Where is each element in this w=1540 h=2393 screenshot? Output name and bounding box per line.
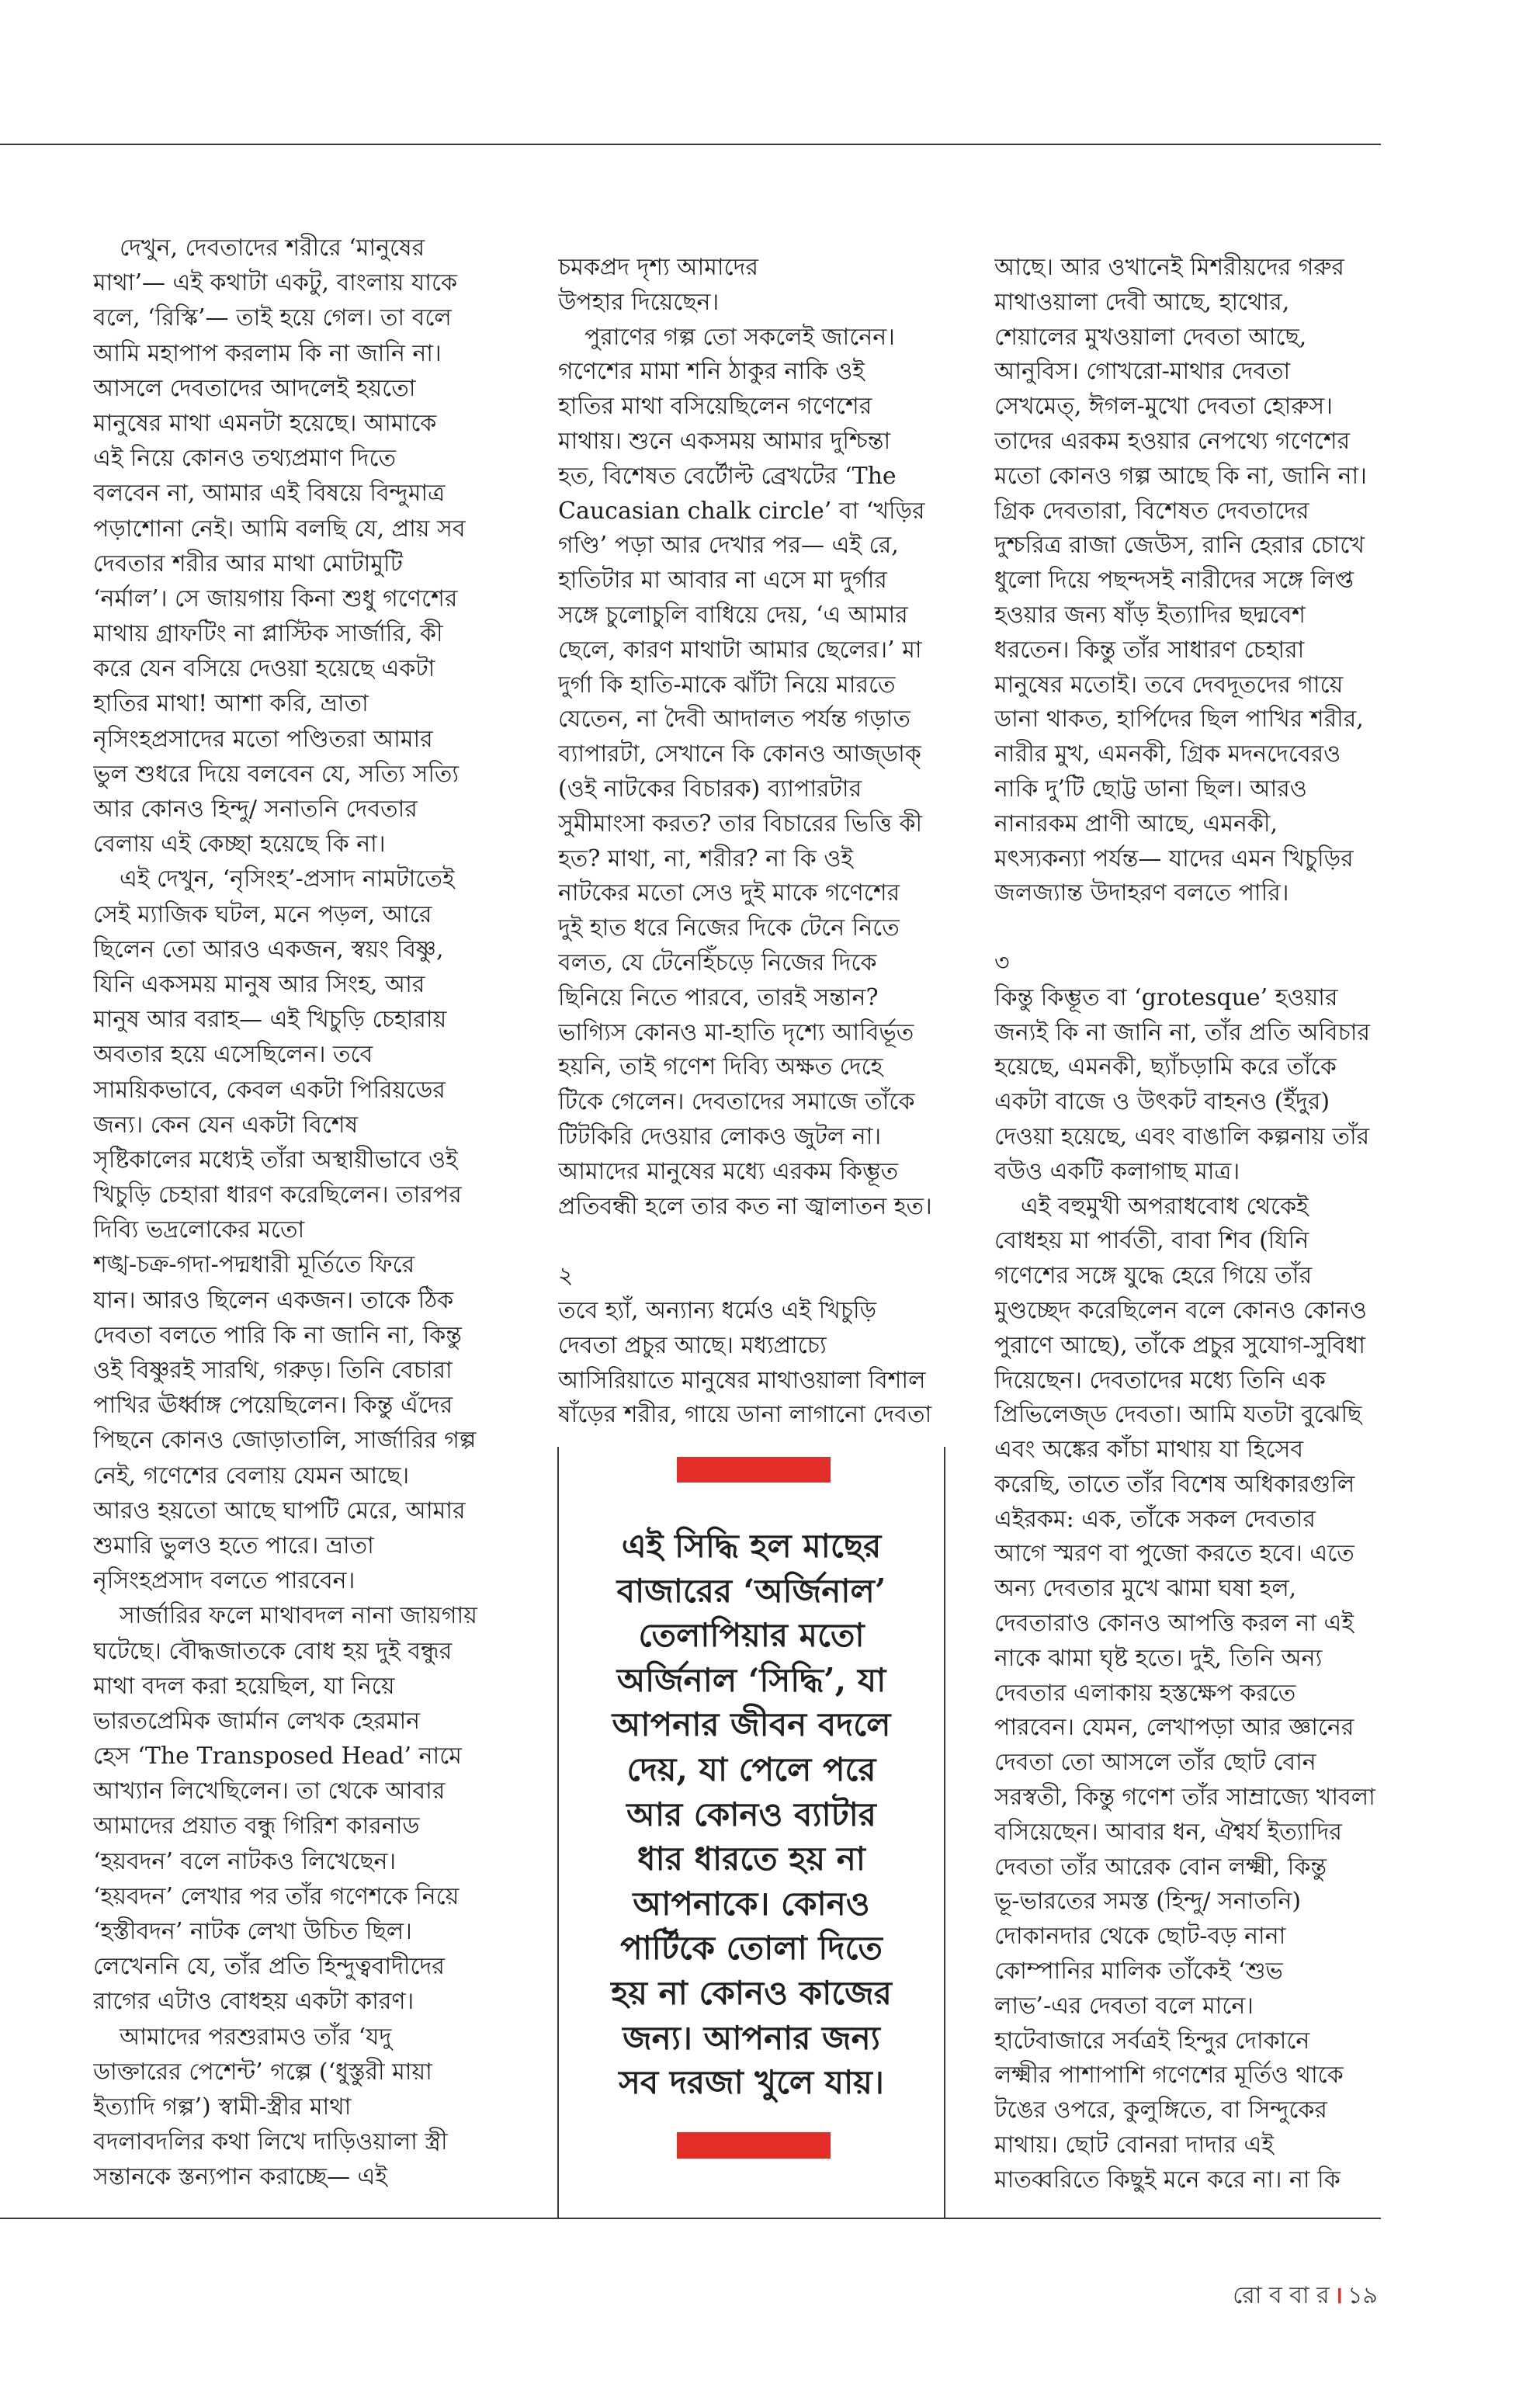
text-line: উপহার দিয়েছেন। — [558, 288, 720, 316]
text-line: যেতেন, না দৈবী আদালত পর্যন্ত গড়াত — [558, 706, 910, 734]
footer-separator: । — [1334, 2282, 1344, 2309]
text-line: হত, বিশেষত বের্টোল্ট ব্রেখটের ‘The — [558, 462, 897, 490]
text-line: ছিনিয়ে নিতে পারবে, তারই সন্তান? — [558, 983, 879, 1011]
text-line: প্রিভিলেজ্‌ড দেবতা। আমি যতটা বুঝেছি — [994, 1401, 1362, 1429]
text-line: দেওয়া হয়েছে, এবং বাঙালি কল্পনায় তাঁর — [994, 1122, 1370, 1150]
text-line: হাতির মাথা বসিয়েছিলেন গণেশের — [558, 393, 872, 421]
text-line: আমি মহাপাপ করলাম কি না জানি না। — [93, 339, 442, 367]
paragraph — [93, 1598, 520, 2019]
text-line: প্রতিবন্ধী হলে তার কত না জ্বালাতন হত। — [558, 1192, 932, 1220]
article-column-1 — [93, 231, 520, 2206]
text-line: অবতার হয়ে এসেছিলেন। তবে — [93, 1041, 373, 1069]
text-line: লেখেননি যে, তাঁর প্রতি হিন্দুত্ববাদীদের — [93, 1953, 445, 1981]
paragraph — [93, 231, 520, 862]
text-line: মাথা’— এই কথাটা একটু, বাংলায় যাকে — [93, 269, 458, 297]
text-line: মানুষের মাথা এমনটা হয়েছে। আমাকে — [93, 409, 437, 437]
pull-quote-line: জন্য। আপনার জন্য — [623, 2018, 880, 2057]
text-line: সুমীমাংসা করত? তার বিচারের ভিত্তি কী — [558, 810, 923, 838]
paragraph — [994, 1190, 1381, 2198]
text-line: ডাক্তারের পেশেন্ট’ গল্পে (‘ধুস্তুরী মায়া — [93, 2058, 432, 2086]
text-line: দেখুন, দেবতাদের শরীরে ‘মানুষের — [120, 234, 425, 262]
pull-quote-line: পার্টিকে তোলা দিতে — [620, 1929, 883, 1968]
text-line: পুরাণে আছে), তাঁকে প্রচুর সুযোগ-সুবিধা — [994, 1331, 1365, 1359]
pull-quote-bottom-accent-bar — [677, 2132, 831, 2159]
text-line: অন্য দেবতার মুখে ঝামা ঘষা হল, — [994, 1575, 1297, 1603]
text-line: আসিরিয়াতে মানুষের মাথাওয়ালা বিশাল — [558, 1366, 926, 1394]
text-line: আরও হয়তো আছে ঘাপটি মেরে, আমার — [93, 1496, 466, 1524]
page-number: ১৯ — [1348, 2282, 1378, 2309]
text-line: সার্জারির ফলে মাথাবদল নানা জায়গায় — [120, 1602, 477, 1630]
text-line: মতো কোনও গল্প আছে কি না, জানি না। — [994, 462, 1367, 490]
text-line: দোকানদার থেকে ছোট-বড় নানা — [994, 1923, 1286, 1951]
text-line: ছেলে, কারণ মাথাটা আমার ছেলের।’ মা — [558, 636, 922, 664]
text-line: আগে স্মরণ বা পুজো করতে হবে। এতে — [994, 1540, 1354, 1568]
text-line: দেবতা তো আসলে তাঁর ছোট বোন — [994, 1749, 1316, 1777]
text-line: মাথা বদল করা হয়েছিল, যা নিয়ে — [93, 1672, 395, 1700]
text-line: দুশ্চরিত্র রাজা জেউস, রানি হেরার চোখে — [994, 532, 1365, 560]
text-line: ষাঁড়ের শরীর, গায়ে ডানা লাগানো দেবতা — [558, 1401, 932, 1429]
text-line: (ওই নাটকের বিচারক) ব্যাপারটার — [558, 775, 862, 803]
text-line: লক্ষ্মীর পাশাপাশি গণেশের মূর্তিও থাকে — [994, 2062, 1344, 2090]
text-line: টিকে গেলেন। দেবতাদের সমাজে তাঁকে — [558, 1088, 915, 1116]
pull-quote — [560, 1524, 943, 2114]
pull-quote-line: দেয়, যা পেলে পরে — [626, 1750, 876, 1788]
text-line: মৎস্যকন্যা পর্যন্ত— যাদের এমন খিচুড়ির — [994, 844, 1354, 872]
text-line: বেলায় এই কেচ্ছা হয়েছে কি না। — [93, 831, 386, 858]
text-line: ধরতেন। কিন্তু তাঁর সাধারণ চেহারা — [994, 636, 1305, 664]
magazine-name: রো ব বা র — [1233, 2282, 1330, 2309]
bottom-rule — [0, 2218, 1381, 2219]
paragraph — [994, 251, 1381, 911]
text-line: খিচুড়ি চেহারা ধারণ করেছিলেন। তারপর — [93, 1181, 462, 1209]
text-line: শুমারি ভুলও হতে পারে। ভ্রাতা — [93, 1531, 374, 1559]
text-line: পড়াশোনা নেই। আমি বলছি যে, প্রায় সব — [93, 515, 466, 543]
text-line: নাকে ঝামা ঘৃষ্ট হতে। দুই, তিনি অন্য — [994, 1644, 1323, 1672]
text-line: বোধহয় মা পার্বতী, বাবা শিব (যিনি — [994, 1227, 1309, 1255]
text-line: ব্যাপারটা, সেখানে কি কোনও আজ্‌ডাক্ — [558, 740, 921, 768]
text-line: আছে। আর ওখানেই মিশরীয়দের গরুর — [994, 254, 1344, 281]
text-line: পাখির ঊর্ধ্বাঙ্গ পেয়েছিলেন। কিন্তু এঁদের — [93, 1392, 453, 1420]
text-line: ‘হয়বদন’ লেখার পর তাঁর গণেশকে নিয়ে — [93, 1882, 460, 1910]
text-line: জন্যই কি না জানি না, তাঁর প্রতি অবিচার — [994, 1018, 1371, 1046]
text-line: হাটেবাজারে সর্বত্রই হিন্দুর দোকানে — [994, 2027, 1310, 2055]
paragraph — [994, 981, 1381, 1190]
text-line: ‘নর্মাল’। সে জায়গায় কিনা শুধু গণেশের — [93, 584, 458, 612]
text-line: দেবতা তাঁর আরেক বোন লক্ষ্মী, কিন্তু — [994, 1853, 1327, 1881]
text-line: এই নিয়ে কোনও তথ্যপ্রমাণ দিতে — [93, 445, 397, 473]
text-line: বদলাবদলির কথা লিখে দাড়িওয়ালা স্ত্রী — [93, 2128, 448, 2156]
text-line: দেবতার শরীর আর মাথা মোটামুটি — [93, 550, 403, 577]
text-line: যিনি একসময় মানুষ আর সিংহ, আর — [93, 970, 425, 998]
text-line: সেখমেত্, ঈগল-মুখো দেবতা হোরুস। — [994, 393, 1333, 421]
pull-quote-line: আর কোনও ব্যাটার — [626, 1795, 876, 1833]
text-line: কোম্পানির মালিক তাঁকেই ‘শুভ — [994, 1958, 1283, 1985]
text-line: গণেশের সঙ্গে যুদ্ধে হেরে গিয়ে তাঁর — [994, 1262, 1313, 1290]
pull-quote-line: বাজারের ‘অর্জিনাল’ — [616, 1571, 886, 1610]
text-line: ভুল শুধরে দিয়ে বলবেন যে, সত্যি সত্যি — [93, 760, 460, 788]
text-line: মানুষের মতোই। তবে দেবদূতদের গায়ে — [994, 671, 1344, 699]
text-line: হেস ‘The Transposed Head’ নামে — [93, 1743, 462, 1770]
pull-quote-right-border — [944, 1447, 945, 2218]
paragraph — [558, 251, 943, 321]
text-line: হত? মাথা, না, শরীর? না কি ওই — [558, 844, 854, 872]
text-line: টিটকিরি দেওয়ার লোকও জুটল না। — [558, 1122, 882, 1150]
text-line: ইত্যাদি গল্প’) স্বামী-স্ত্রীর মাথা — [93, 2093, 352, 2121]
text-line: বলবেন না, আমার এই বিষয়ে বিন্দুমাত্র — [93, 480, 446, 508]
text-line: দুই হাত ধরে নিজের দিকে টেনে নিতে — [558, 914, 900, 942]
text-line: পিছনে কোনও জোড়াতালি, সার্জারির গল্প — [93, 1427, 477, 1455]
text-line: সাময়িকভাবে, কেবল একটা পিরিয়ডের — [93, 1076, 446, 1104]
text-line: দেবতা বলতে পারি কি না জানি না, কিন্তু — [93, 1321, 462, 1349]
text-line: নারীর মুখ, এমনকী, গ্রিক মদনদেবেরও — [994, 740, 1341, 768]
text-line: আমাদের পরশুরামও তাঁর ‘যদু — [120, 2023, 392, 2051]
text-line: করেছি, তাতে তাঁর বিশেষ অধিকারগুলি — [994, 1470, 1355, 1498]
pull-quote-line: ধার ধারতে হয় না — [637, 1840, 865, 1878]
top-rule — [0, 144, 1381, 145]
pull-quote-top-accent-bar — [677, 1457, 831, 1483]
text-line: হয়নি, তাই গণেশ দিব্যি অক্ষত দেহে — [558, 1053, 883, 1081]
text-line: সঙ্গে চুলোচুলি বাধিয়ে দেয়, ‘এ আমার — [558, 601, 908, 629]
article-column-2 — [558, 251, 943, 1442]
text-line: নৃসিংহপ্রসাদের মতো পণ্ডিতরা আমার — [93, 725, 433, 753]
section-number: ৩ — [994, 949, 1010, 976]
text-line: এই দেখুন, ‘নৃসিংহ’-প্রসাদ নামটাতেই — [120, 865, 455, 893]
text-line: ধুলো দিয়ে পছন্দসই নারীদের সঙ্গে লিপ্ত — [994, 567, 1354, 595]
article-column-3 — [994, 251, 1381, 2207]
text-line: নৃসিংহপ্রসাদ বলতে পারবেন। — [93, 1567, 356, 1595]
text-line: নাটকের মতো সেও দুই মাকে গণেশের — [558, 879, 900, 907]
text-line: টঙের ওপরে, কুলুঙ্গিতে, বা সিন্দুকের — [994, 2096, 1327, 2124]
text-line: ডানা থাকত, হার্পিদের ছিল পাখির শরীর, — [994, 706, 1364, 734]
text-line: বলে, ‘রিস্কি’— তাই হয়ে গেল। তা বলে — [93, 304, 452, 332]
text-line: একটা বাজে ও উৎকট বাহনও (ইঁদুর) — [994, 1088, 1330, 1116]
text-line: তবে হ্যাঁ, অন্যান্য ধর্মেও এই খিচুড়ি — [558, 1296, 877, 1324]
text-line: শেয়ালের মুখওয়ালা দেবতা আছে, — [994, 323, 1307, 351]
text-line: রাগের এটাও বোধহয় একটা কারণ। — [93, 1988, 414, 2016]
text-line: মাথায় গ্রাফটিং না প্লাস্টিক সার্জারি, কী — [93, 620, 443, 648]
text-line: আখ্যান লিখেছিলেন। তা থেকে আবার — [93, 1777, 446, 1805]
text-line: Caucasian chalk circle’ বা ‘খড়ির — [558, 497, 925, 525]
pull-quote-line: অর্জিনাল ‘সিদ্ধি’, যা — [616, 1660, 886, 1699]
text-line: লাভ’-এর দেবতা বলে মানে। — [994, 1992, 1254, 2020]
text-line: ঘটেছে। বৌদ্ধজাতকে বোধ হয় দুই বন্ধুর — [93, 1637, 453, 1665]
pull-quote-line: হয় না কোনও কাজের — [611, 1973, 892, 2012]
text-line: ভারতপ্রেমিক জার্মান লেখক হেরমান — [93, 1707, 421, 1735]
text-line: মাথায়। শুনে একসময় আমার দুশ্চিন্তা — [558, 427, 891, 455]
text-line: পুরাণের গল্প তো সকলেই জানেন। — [584, 323, 895, 351]
text-line: এবং অঙ্কের কাঁচা মাথায় যা হিসেব — [994, 1436, 1304, 1464]
text-line: দিয়েছেন। দেবতাদের মধ্যে তিনি এক — [994, 1366, 1326, 1394]
pull-quote-line: এই সিদ্ধি হল মাছের — [621, 1527, 882, 1565]
pull-quote-line: আপনাকে। কোনও — [633, 1884, 870, 1923]
text-line: আমাদের মানুষের মধ্যে এরকম কিম্ভূত — [558, 1157, 899, 1185]
text-line: কিন্তু কিম্ভূত বা ‘grotesque’ হওয়ার — [994, 983, 1338, 1011]
text-line: জন্য। কেন যেন একটা বিশেষ — [93, 1111, 359, 1139]
text-line: আমাদের প্রয়াত বন্ধু গিরিশ কারনাড — [93, 1812, 420, 1840]
text-line: এই বহুমুখী অপরাধবোধ থেকেই — [1021, 1192, 1309, 1220]
text-line: সৃষ্টিকালের মধ্যেই তাঁরা অস্থায়ীভাবে ওই — [93, 1146, 458, 1174]
text-line: এইরকম: এক, তাঁকে সকল দেবতার — [994, 1505, 1316, 1533]
text-line: দেবতারাও কোনও আপত্তি করল না এই — [994, 1610, 1354, 1638]
text-line: গ্রিক দেবতারা, বিশেষত দেবতাদের — [994, 497, 1309, 525]
text-line: তাদের এরকম হওয়ার নেপথ্যে গণেশের — [994, 427, 1351, 455]
text-line: মাতব্বরিতে কিছুই মনে করে না। না কি — [994, 2166, 1341, 2194]
text-line: ভূ-ভারতের সমস্ত (হিন্দু/ সনাতনি) — [994, 1888, 1302, 1916]
text-line: গণেশের মামা শনি ঠাকুর নাকি ওই — [558, 358, 865, 386]
pull-quote-left-border — [557, 1447, 559, 2218]
text-line: হাতির মাথা! আশা করি, ভ্রাতা — [93, 690, 369, 718]
text-line: ছিলেন তো আরও একজন, স্বয়ং বিষ্ণু, — [93, 935, 444, 963]
text-line: মুণ্ডচ্ছেদ করেছিলেন বলে কোনও কোনও — [994, 1296, 1367, 1324]
paragraph — [93, 862, 520, 1598]
text-line: মাথাওয়ালা দেবী আছে, হাথোর, — [994, 288, 1290, 316]
text-line: আসলে দেবতাদের আদলেই হয়তো — [93, 374, 416, 402]
text-line: আনুবিস। গোখরো-মাথার দেবতা — [994, 358, 1291, 386]
text-line: দেবতার এলাকায় হস্তক্ষেপ করতে — [994, 1679, 1296, 1707]
text-line: ‘হয়বদন’ বলে নাটকও লিখেছেন। — [93, 1847, 397, 1875]
text-line: ওই বিষ্ণুরই সারথি, গরুড়। তিনি বেচারা — [93, 1357, 453, 1384]
text-line: হয়েছে, এমনকী, ছ্যাঁচড়ামি করে তাঁকে — [994, 1053, 1337, 1081]
text-line: চমকপ্রদ দৃশ্য আমাদের — [558, 254, 758, 281]
text-line: গণ্ডি’ পড়া আর দেখার পর— এই রে, — [558, 532, 899, 560]
text-line: বসিয়েছেন। আবার ধন, ঐশ্বর্য ইত্যাদির — [994, 1818, 1342, 1846]
text-line: সেই ম্যাজিক ঘটল, মনে পড়ল, আরে — [93, 900, 432, 928]
text-line: শঙ্খ-চক্র-গদা-পদ্মধারী মূর্তিতে ফিরে — [93, 1251, 415, 1279]
text-line: ‘হস্তীবদন’ নাটক লেখা উচিত ছিল। — [93, 1918, 412, 1945]
text-line: দিব্যি ভদ্রলোকের মতো — [93, 1216, 305, 1244]
text-line: জলজ্যান্ত উদাহরণ বলতে পারি। — [994, 879, 1289, 907]
text-line: সন্তানকে স্তন্যপান করাচ্ছে— এই — [93, 2163, 387, 2191]
text-line: মাথায়। ছোট বোনরা দাদার এই — [994, 2131, 1274, 2159]
pull-quote-line: আপনার জীবন বদলে — [612, 1705, 891, 1744]
text-line: দেবতা প্রচুর আছে। মধ্যপ্রাচ্যে — [558, 1331, 827, 1359]
section-number: ২ — [558, 1262, 574, 1290]
text-line: করে যেন বসিয়ে দেওয়া হয়েছে একটা — [93, 655, 435, 683]
text-line: বউও একটি কলাগাছ মাত্র। — [994, 1157, 1240, 1185]
text-line: নাকি দু’টি ছোট্ট ডানা ছিল। আরও — [994, 775, 1307, 803]
pull-quote-line: তেলাপিয়ার মতো — [638, 1616, 865, 1655]
text-line: আর কোনও হিন্দু/ সনাতনি দেবতার — [93, 796, 418, 823]
page-footer — [1233, 2279, 1378, 2313]
text-line: নানারকম প্রাণী আছে, এমনকী, — [994, 810, 1278, 838]
text-line: হাতিটার মা আবার না এসে মা দুর্গার — [558, 567, 887, 595]
text-line: বলত, যে টেনেহিঁচড়ে নিজের দিকে — [558, 949, 877, 976]
text-line: হওয়ার জন্য ষাঁড় ইত্যাদির ছদ্মবেশ — [994, 601, 1306, 629]
paragraph — [558, 321, 943, 1225]
text-line: নেই, গণেশের বেলায় যেমন আছে। — [93, 1462, 410, 1490]
text-line: ভাগ্যিস কোনও মা-হাতি দৃশ্যে আবির্ভূত — [558, 1018, 914, 1046]
text-line: মানুষ আর বরাহ— এই খিচুড়ি চেহারায় — [93, 1006, 447, 1034]
text-line: সরস্বতী, কিন্তু গণেশ তাঁর সাম্রাজ্যে খাবলা — [994, 1784, 1375, 1812]
paragraph — [558, 1294, 943, 1433]
paragraph — [93, 2020, 520, 2195]
text-line: যান। আরও ছিলেন একজন। তাকে ঠিক — [93, 1286, 454, 1314]
text-line: দুর্গা কি হাতি-মাকে ঝাঁটা নিয়ে মারতে — [558, 671, 896, 699]
text-line: পারবেন। যেমন, লেখাপড়া আর জ্ঞানের — [994, 1714, 1354, 1742]
pull-quote-line: সব দরজা খুলে যায়। — [619, 2063, 884, 2102]
